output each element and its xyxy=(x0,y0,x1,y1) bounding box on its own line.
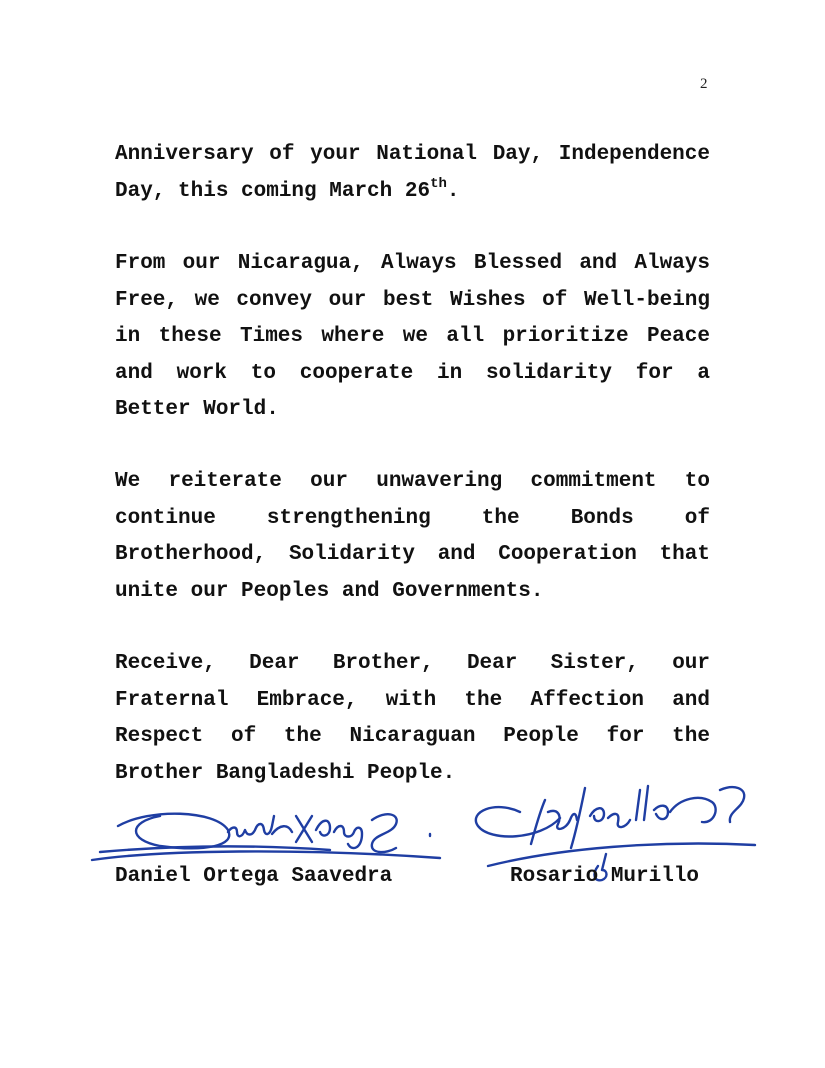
paragraph-wishes: From our Nicaragua, Always Blessed and Always Free, we convey our best Wishes of Well-being in these Times where we all prioritize Peace and work to cooperate in solidarity for a Better World. xyxy=(115,252,710,421)
paragraph-anniversary-end: . xyxy=(446,179,460,203)
signer-name-rosario-murillo: Rosario Murillo xyxy=(510,865,700,888)
signer-name-daniel-ortega: Daniel Ortega Saavedra xyxy=(115,865,393,888)
paragraph-embrace: Receive, Dear Brother, Dear Sister, our Fraternal Embrace, with the Affection and Respect of the Nicaraguan People for the Brother Bangladeshi People. xyxy=(115,652,710,785)
paragraph-anniversary xyxy=(115,137,710,210)
signature-daniel-ortega xyxy=(92,814,440,860)
ordinal-suffix: th xyxy=(430,175,447,192)
page-number: 2 xyxy=(700,76,708,92)
paragraph-anniversary-text: Anniversary of your National Day, Independence Day, this coming March 26 xyxy=(115,143,710,203)
paragraph-commitment: We reiterate our unwavering commitment to continue strengthening the Bonds of Brotherhood, Solidarity and Cooperation that unite our Peoples and Governments. xyxy=(115,470,710,603)
